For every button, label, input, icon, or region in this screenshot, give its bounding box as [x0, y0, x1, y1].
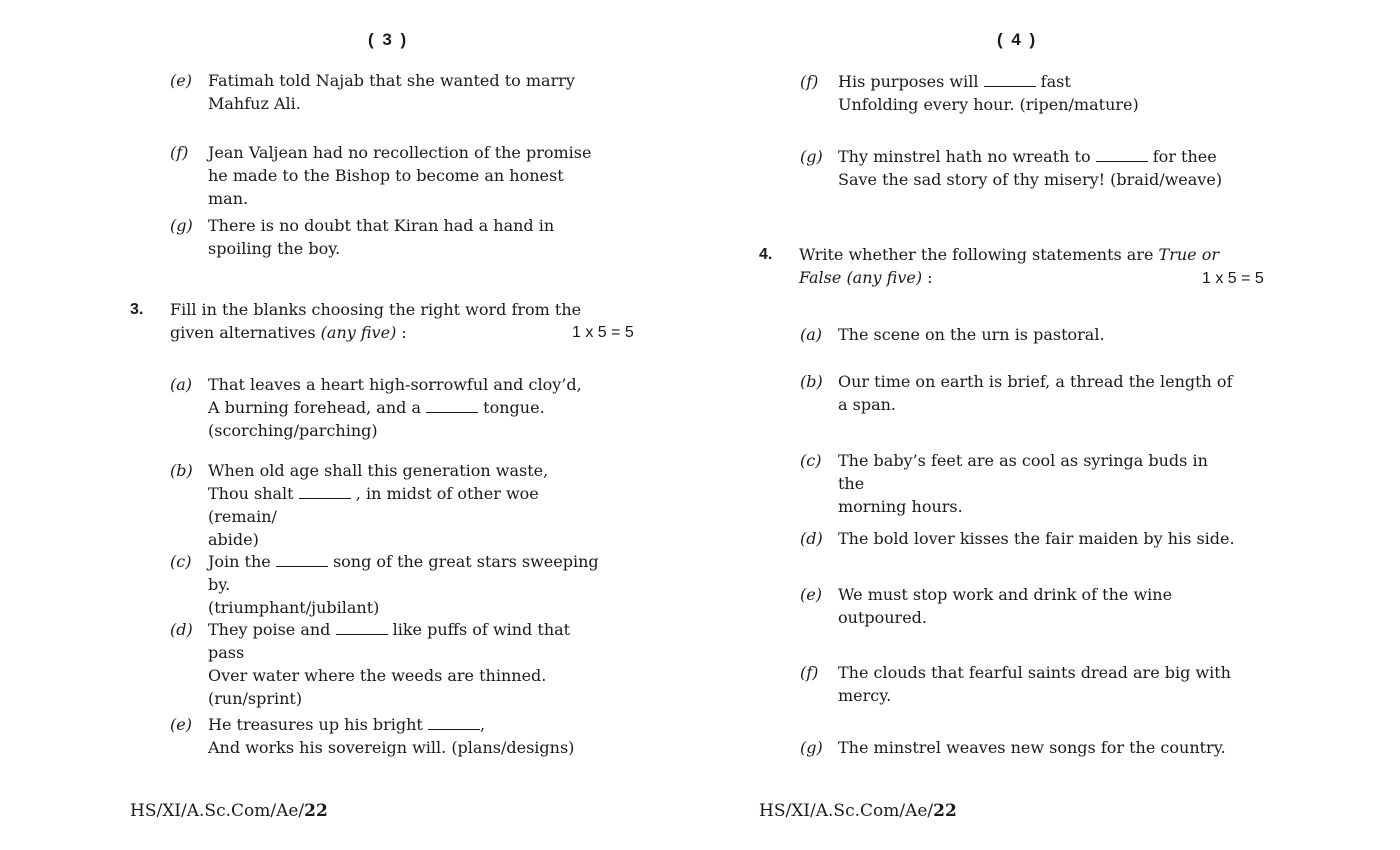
answer-blank[interactable] [428, 715, 480, 730]
item-text-line: The bold lover kisses the fair maiden by his side. [838, 529, 1235, 548]
item-text-line: spoiling the boy. [208, 239, 341, 258]
item-label: (e) [800, 585, 822, 604]
item-label: (f) [170, 143, 189, 162]
page-footer: HS/XI/A.Sc.Com/Ae/22 [759, 801, 957, 821]
item-label: (b) [800, 372, 823, 391]
item-label: (f) [800, 72, 819, 91]
item-text-line: Jean Valjean had no recollection of the promise [208, 143, 592, 162]
item-text-line: Join the song of the great stars sweeping by. [208, 552, 599, 594]
question-text-line: False (any five) : [799, 268, 933, 287]
item-text-line: We must stop work and drink of the wine [838, 585, 1173, 604]
item-text-line: The clouds that fearful saints dread are big with [838, 663, 1231, 682]
item-label: (d) [170, 620, 193, 639]
item-text-line: mercy. [838, 686, 892, 705]
item-label: (d) [800, 529, 823, 548]
item-label: (f) [800, 663, 819, 682]
item-text-line: His purposes will fast [838, 72, 1071, 91]
item-text-line: A burning forehead, and a tongue. [208, 398, 545, 417]
question-text-line: Fill in the blanks choosing the right word from the [170, 300, 582, 319]
page-footer: HS/XI/A.Sc.Com/Ae/22 [130, 801, 328, 821]
page-number: ( 4 ) [997, 30, 1038, 49]
item-text-line: outpoured. [838, 608, 927, 627]
item-text-line: When old age shall this generation waste, [208, 461, 549, 480]
item-text-line: (triumphant/jubilant) [208, 598, 380, 617]
item-text-line: The minstrel weaves new songs for the country. [838, 738, 1226, 757]
item-text-line: Fatimah told Najab that she wanted to marry [208, 71, 575, 90]
item-text-line: There is no doubt that Kiran had a hand in [208, 216, 555, 235]
item-text-line: Thou shalt , in midst of other woe (remain/ [208, 484, 539, 526]
item-label: (b) [170, 461, 193, 480]
answer-blank[interactable] [276, 552, 328, 567]
item-text-line: (scorching/parching) [208, 421, 378, 440]
item-text-line: He treasures up his bright , [208, 715, 486, 734]
item-text-line: abide) [208, 530, 259, 549]
item-text-line: he made to the Bishop to become an honest man. [208, 166, 564, 208]
item-text-line: Save the sad story of thy misery! (braid/weave) [838, 170, 1223, 189]
page-number: ( 3 ) [368, 30, 409, 49]
answer-blank[interactable] [299, 484, 351, 499]
item-label: (e) [170, 71, 192, 90]
item-label: (g) [170, 216, 193, 235]
item-text-line: Unfolding every hour. (ripen/mature) [838, 95, 1139, 114]
question-text-line: Write whether the following statements are True or [799, 245, 1220, 264]
marks-label: 1 x 5 = 5 [1202, 270, 1264, 287]
page-4 [700, 0, 1400, 850]
item-text-line: The baby’s feet are as cool as syringa buds in the [838, 451, 1208, 493]
item-text-line: Our time on earth is brief, a thread the length of [838, 372, 1233, 391]
item-text-line: They poise and like puffs of wind that pass [208, 620, 571, 662]
question-number: 3. [130, 301, 144, 318]
item-label: (a) [800, 325, 823, 344]
item-label: (c) [800, 451, 822, 470]
item-label: (g) [800, 147, 823, 166]
item-text-line: (run/sprint) [208, 689, 303, 708]
item-text-line: The scene on the urn is pastoral. [838, 325, 1105, 344]
marks-label: 1 x 5 = 5 [572, 324, 634, 341]
question-text-line: given alternatives (any five) : [170, 323, 407, 342]
item-text-line: Thy minstrel hath no wreath to for thee [838, 147, 1217, 166]
item-text-line: Mahfuz Ali. [208, 94, 301, 113]
item-label: (a) [170, 375, 193, 394]
answer-blank[interactable] [426, 398, 478, 413]
item-text-line: Over water where the weeds are thinned. [208, 666, 547, 685]
answer-blank[interactable] [984, 72, 1036, 87]
item-text-line: a span. [838, 395, 897, 414]
item-text-line: And works his sovereign will. (plans/designs) [208, 738, 575, 757]
answer-blank[interactable] [336, 620, 388, 635]
answer-blank[interactable] [1096, 147, 1148, 162]
item-label: (e) [170, 715, 192, 734]
item-text-line: morning hours. [838, 497, 963, 516]
item-label: (g) [800, 738, 823, 757]
item-label: (c) [170, 552, 192, 571]
item-text-line: That leaves a heart high-sorrowful and cloy’d, [208, 375, 582, 394]
question-number: 4. [759, 246, 773, 263]
